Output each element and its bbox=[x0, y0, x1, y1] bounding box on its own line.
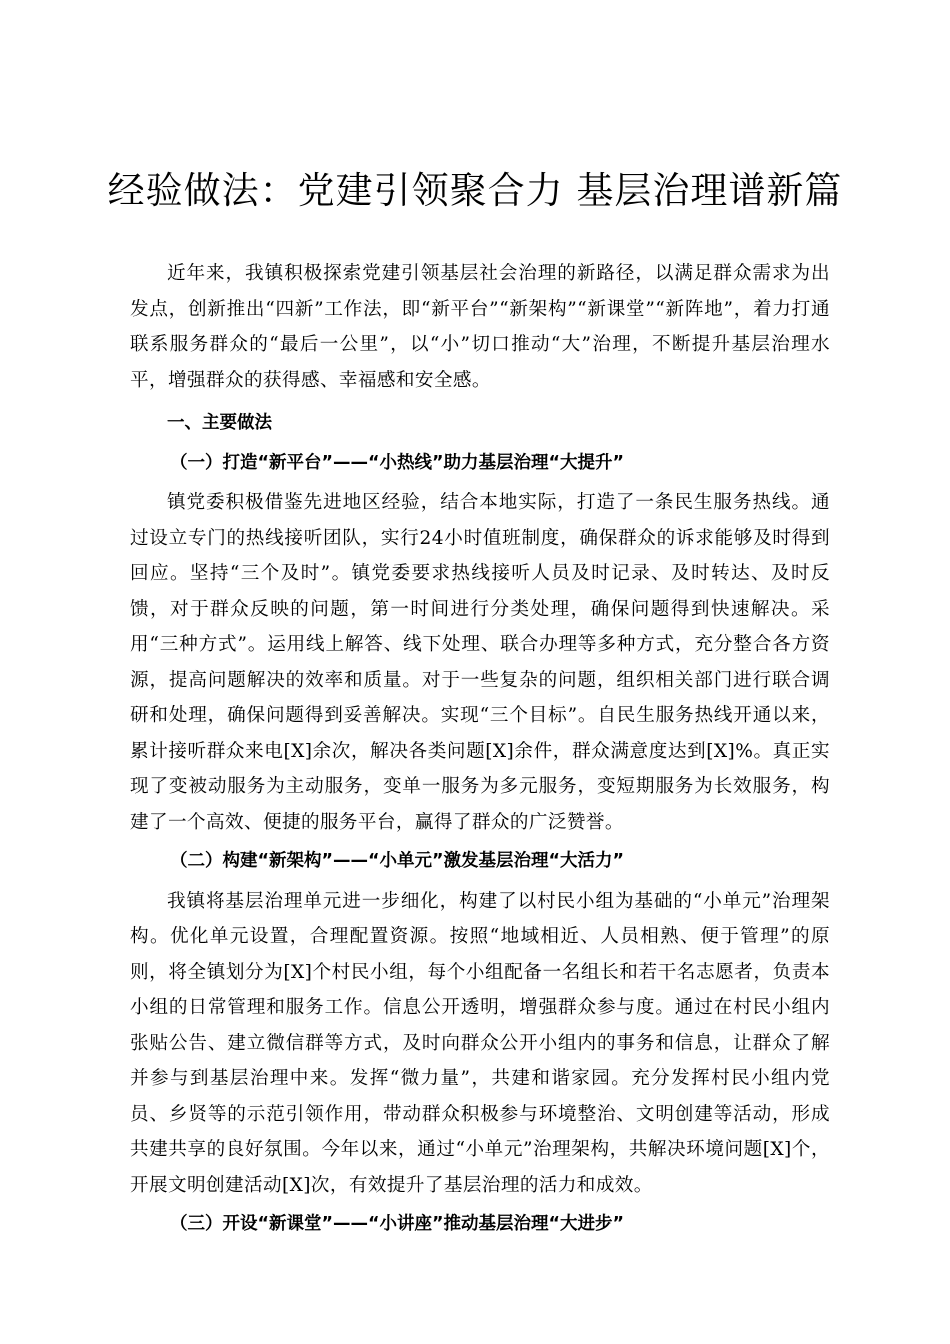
document-body bbox=[130, 256, 830, 1243]
subsection-heading-new-classroom: （三）开设“新课堂”——“小讲座”推动基层治理“大进步” bbox=[170, 1214, 625, 1234]
intro-paragraph: 近年来，我镇积极探索党建引领基层社会治理的新路径，以满足群众需求为出发点，创新推出“四新”工作法，即“新平台”“新架构”“新课堂”“新阵地”，着力打通联系服务群众的“最后一公里”，以“小”切口推动“大”治理，不断提升基层治理水平，增强群众的获得感、幸福感和安全感。 bbox=[130, 263, 830, 391]
section-heading-main-practices: 一、主要做法 bbox=[167, 413, 272, 433]
subsection-heading-new-platform: （一）打造“新平台”——“小热线”助力基层治理“大提升” bbox=[170, 452, 625, 473]
paragraph-new-structure: 我镇将基层治理单元进一步细化，构建了以村民小组为基础的“小单元”治理架构。优化单元设置，合理配置资源。按照“地域相近、人员相熟、便于管理”的原则，将全镇划分为[X]个村民小组，每个小组配备一名组长和若干名志愿者，负责本小组的日常管理和服务工作。信息公开透明，增强群众参与度。通过在村民小组内张贴公告、建立微信群等方式，及时向群众公开小组内的事务和信息，让群众了解并参与到基层治理中来。发挥“微力量”，共建和谐家园。充分发挥村民小组内党员、乡贤等的示范引领作用，带动群众积极参与环境整治、文明创建等活动，形成共建共享的良好氛围。今年以来，通过“小单元”治理架构，共解决环境问题[X]个，开展文明创建活动[X]次，有效提升了基层治理的活力和成效。 bbox=[130, 890, 830, 1196]
subsection-heading-new-structure: （二）构建“新架构”——“小单元”激发基层治理“大活力” bbox=[170, 851, 625, 871]
document-title: 经验做法：党建引领聚合力 基层治理谱新篇 bbox=[107, 169, 843, 212]
paragraph-new-platform: 镇党委积极借鉴先进地区经验，结合本地实际，打造了一条民生服务热线。通过设立专门的热线接听团队，实行24小时值班制度，确保群众的诉求能够及时得到回应。坚持“三个及时”。镇党委要求热线接听人员及时记录、及时转达、及时反馈，对于群众反映的问题，第一时间进行分类处理，确保问题得到快速解决。采用“三种方式”。运用线上解答、线下处理、联合办理等多种方式，充分整合各方资源，提高问题解决的效率和质量。对于一些复杂的问题，组织相关部门进行联合调研和处理，确保问题得到妥善解决。实现“三个目标”。自民生服务热线开通以来，累计接听群众来电[X]余次，解决各类问题[X]余件，群众满意度达到[X]%。真正实现了变被动服务为主动服务，变单一服务为多元服务，变短期服务为长效服务，构建了一个高效、便捷的服务平台，赢得了群众的广泛赞誉。 bbox=[130, 492, 830, 833]
